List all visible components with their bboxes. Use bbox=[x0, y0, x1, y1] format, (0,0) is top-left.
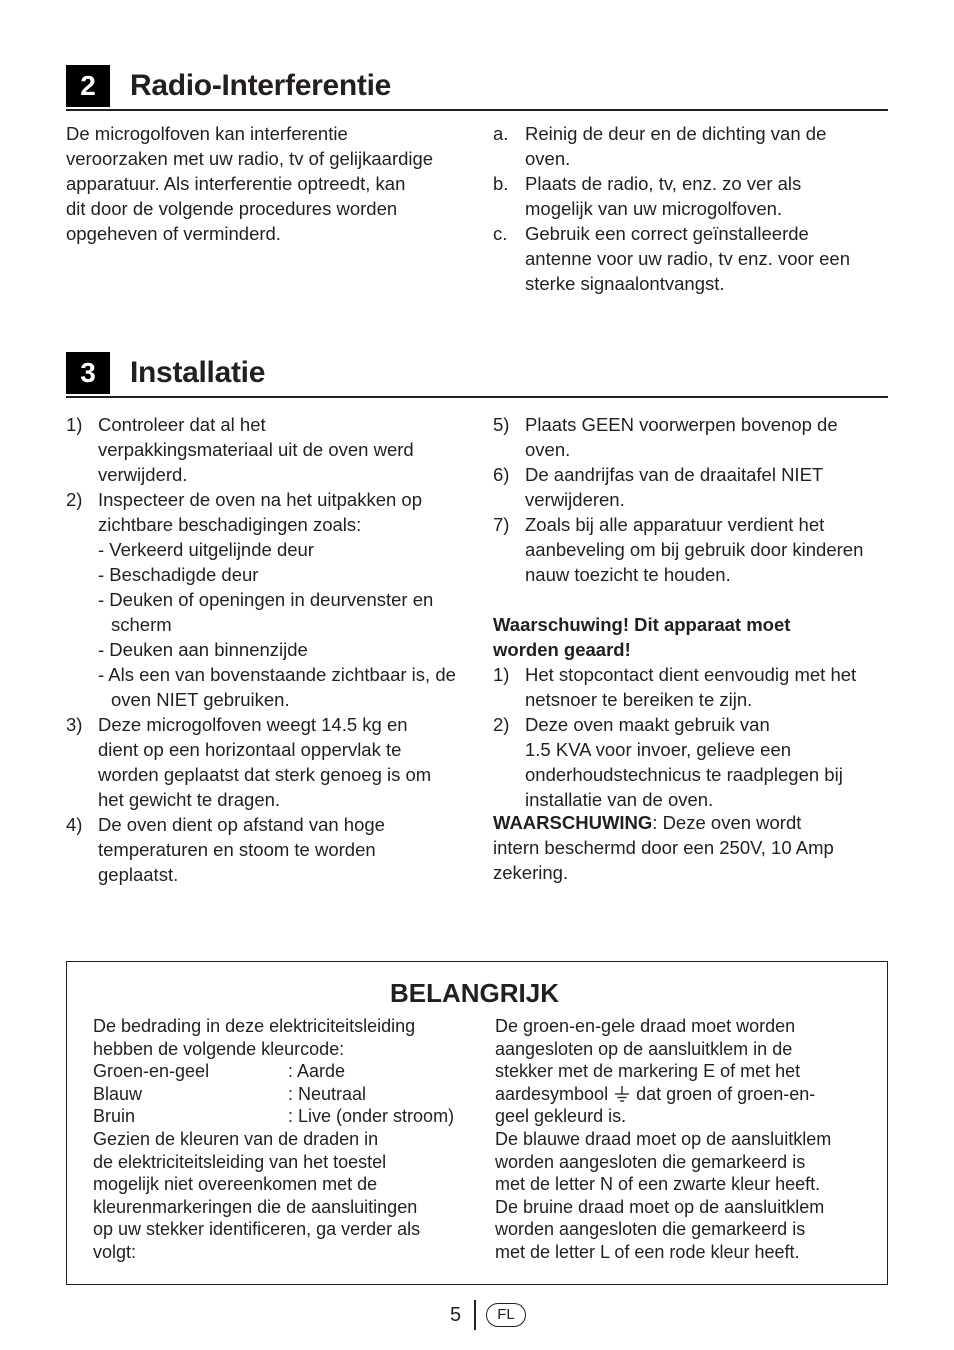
text-line: Plaats de radio, tv, enz. zo ver als bbox=[525, 173, 802, 194]
text-line: dient op een horizontaal oppervlak te bbox=[98, 739, 402, 760]
footer-divider bbox=[474, 1300, 476, 1330]
section-title: Radio-Interferentie bbox=[130, 69, 392, 102]
wire-color: Blauw bbox=[93, 1083, 143, 1104]
sub-list-item: - Als een van bovenstaande zichtbaar is, de oven NIET gebruiken. bbox=[98, 664, 456, 710]
fuse-warning bbox=[493, 810, 898, 885]
language-badge: FL bbox=[486, 1303, 526, 1327]
section-number: 3 bbox=[66, 352, 110, 394]
text-line: Deze oven maakt gebruik van bbox=[525, 714, 770, 735]
section-3-header bbox=[66, 352, 888, 398]
text-line: De bruine draad moet op de aansluitklem bbox=[495, 1196, 825, 1217]
list-marker: 1) bbox=[66, 414, 83, 435]
list-marker: a. bbox=[493, 123, 509, 144]
list-item bbox=[66, 487, 471, 537]
text-line: met de letter N of een zwarte kleur heeft. bbox=[495, 1174, 821, 1195]
text-line: geplaatst. bbox=[98, 864, 179, 885]
text-line: worden geplaatst dat sterk genoeg is om bbox=[98, 764, 432, 785]
text-line: Zoals bij alle apparatuur verdient het bbox=[525, 514, 825, 535]
list-item bbox=[66, 812, 471, 887]
list-marker: 2) bbox=[493, 714, 510, 735]
text-line: Waarschuwing! Dit apparaat moet bbox=[493, 614, 791, 635]
text-line: antenne voor uw radio, tv enz. voor een bbox=[525, 248, 850, 269]
earth-ground-icon bbox=[613, 1085, 631, 1103]
text-line: mogelijk niet overeenkomen met de bbox=[93, 1174, 378, 1195]
list-marker: 2) bbox=[66, 489, 83, 510]
text-line: veroorzaken met uw radio, tv of gelijkaardige bbox=[66, 148, 434, 169]
text-line: zekering. bbox=[493, 862, 569, 883]
text-fragment: dat groen of groen-en- bbox=[636, 1083, 816, 1104]
text-line: de elektriciteitsleiding van het toestel bbox=[93, 1151, 387, 1172]
text-line: 1.5 KVA voor invoer, gelieve een bbox=[525, 739, 792, 760]
section-2-intro bbox=[66, 121, 466, 246]
list-marker: 7) bbox=[493, 514, 510, 535]
list-marker: 3) bbox=[66, 714, 83, 735]
text-line: oven. bbox=[525, 148, 571, 169]
wire-meaning: : Aarde bbox=[288, 1061, 346, 1082]
text-line: oven. bbox=[525, 439, 571, 460]
list-marker: 6) bbox=[493, 464, 510, 485]
text-line: netsnoer te bereiken te zijn. bbox=[525, 689, 753, 710]
text-line: worden geaard! bbox=[493, 639, 631, 660]
list-item bbox=[493, 121, 893, 171]
text-line: geel gekleurd is. bbox=[495, 1106, 627, 1127]
list-marker: 5) bbox=[493, 414, 510, 435]
text-line: nauw toezicht te houden. bbox=[525, 564, 731, 585]
list-item bbox=[493, 171, 893, 221]
wire-color: Groen-en-geel bbox=[93, 1061, 210, 1082]
list-marker: 4) bbox=[66, 814, 83, 835]
wire-color: Bruin bbox=[93, 1106, 136, 1127]
text-line: stekker met de markering E of met het bbox=[495, 1061, 801, 1082]
list-item bbox=[493, 412, 898, 462]
page-number: 5 bbox=[450, 1304, 462, 1326]
installation-right-column bbox=[493, 412, 898, 885]
text-line: dit door de volgende procedures worden bbox=[66, 198, 398, 219]
list-item bbox=[493, 512, 898, 587]
text-line: De groen-en-gele draad moet worden bbox=[495, 1016, 796, 1036]
sub-list-item: - Beschadigde deur bbox=[98, 564, 259, 585]
text-line: aangesloten op de aansluitklem in de bbox=[495, 1038, 793, 1059]
text-line: De oven dient op afstand van hoge bbox=[98, 814, 385, 835]
sub-list-item: - Deuken aan binnenzijde bbox=[98, 639, 308, 660]
text-line: sterke signaalontvangst. bbox=[525, 273, 725, 294]
list-item bbox=[66, 412, 471, 487]
text-line: Plaats GEEN voorwerpen bovenop de bbox=[525, 414, 838, 435]
text-line: Deze microgolfoven weegt 14.5 kg en bbox=[98, 714, 408, 735]
text-line: verwijderd. bbox=[98, 464, 188, 485]
list-item bbox=[493, 662, 898, 712]
text-line: kleurenmarkeringen die de aansluitingen bbox=[93, 1196, 418, 1217]
damage-list bbox=[66, 537, 471, 712]
important-title: BELANGRIJK bbox=[390, 978, 560, 1008]
text-line: Inspecteer de oven na het uitpakken op bbox=[98, 489, 422, 510]
section-2-steps bbox=[493, 121, 893, 296]
text-line: De aandrijfas van de draaitafel NIET bbox=[525, 464, 824, 485]
section-number: 2 bbox=[66, 65, 110, 107]
important-right-column bbox=[495, 1015, 880, 1264]
text-line: temperaturen en stoom te worden bbox=[98, 839, 376, 860]
text-line: aanbeveling om bij gebruik door kinderen bbox=[525, 539, 864, 560]
wire-meaning: : Live (onder stroom) bbox=[288, 1106, 455, 1127]
fuse-warning-label: WAARSCHUWING bbox=[493, 812, 653, 833]
text-line: Reinig de deur en de dichting van de bbox=[525, 123, 827, 144]
text-line: : Deze oven wordt bbox=[652, 812, 802, 833]
text-line: Controleer dat al het bbox=[98, 414, 266, 435]
list-item bbox=[493, 712, 898, 812]
text-line: Gezien de kleuren van de draden in bbox=[93, 1128, 379, 1149]
text-line: De blauwe draad moet op de aansluitklem bbox=[495, 1128, 832, 1149]
text-line: verpakkingsmateriaal uit de oven werd bbox=[98, 439, 414, 460]
color-code-row bbox=[93, 1060, 478, 1083]
text-line: verwijderen. bbox=[525, 489, 625, 510]
text-line: mogelijk van uw microgolfoven. bbox=[525, 198, 783, 219]
wire-meaning: : Neutraal bbox=[288, 1083, 367, 1104]
section-title: Installatie bbox=[130, 356, 266, 389]
important-box bbox=[66, 961, 888, 1285]
installation-left-column bbox=[66, 412, 471, 887]
list-marker: 1) bbox=[493, 664, 510, 685]
text-line: installatie van de oven. bbox=[525, 789, 714, 810]
section-2-header bbox=[66, 65, 888, 111]
list-marker: b. bbox=[493, 173, 509, 194]
text-line: opgeheven of verminderd. bbox=[66, 223, 281, 244]
list-item bbox=[66, 712, 471, 812]
color-code-row bbox=[93, 1105, 478, 1128]
warning-heading bbox=[493, 612, 898, 662]
text-line: De bedrading in deze elektriciteitsleiding bbox=[93, 1016, 416, 1036]
text-line: onderhoudstechnicus te raadplegen bij bbox=[525, 764, 843, 785]
text-line: Gebruik een correct geïnstalleerde bbox=[525, 223, 809, 244]
text-line: intern beschermd door een 250V, 10 Amp bbox=[493, 837, 834, 858]
text-line: met de letter L of een rode kleur heeft. bbox=[495, 1241, 800, 1262]
important-left-column bbox=[93, 1015, 478, 1264]
color-code-row bbox=[93, 1083, 478, 1106]
text-line: Het stopcontact dient eenvoudig met het bbox=[525, 664, 857, 685]
text-line: worden aangesloten die gemarkeerd is bbox=[495, 1219, 806, 1240]
text-line: hebben de volgende kleurcode: bbox=[93, 1038, 345, 1059]
text-line: worden aangesloten die gemarkeerd is bbox=[495, 1151, 806, 1172]
sub-list-item: - Deuken of openingen in deurvenster en scherm bbox=[98, 589, 434, 635]
text-line: De microgolfoven kan interferentie bbox=[66, 123, 348, 144]
list-item bbox=[493, 462, 898, 512]
text-line: op uw stekker identificeren, ga verder als bbox=[93, 1219, 421, 1240]
list-marker: c. bbox=[493, 223, 508, 244]
text-line: volgt: bbox=[93, 1241, 137, 1262]
text-line: zichtbare beschadigingen zoals: bbox=[98, 514, 362, 535]
text-line: het gewicht te dragen. bbox=[98, 789, 281, 810]
text-fragment: aardesymbool bbox=[495, 1083, 609, 1104]
sub-list-item: - Verkeerd uitgelijnde deur bbox=[98, 539, 314, 560]
text-line: apparatuur. Als interferentie optreedt, kan bbox=[66, 173, 406, 194]
list-item bbox=[493, 221, 893, 296]
